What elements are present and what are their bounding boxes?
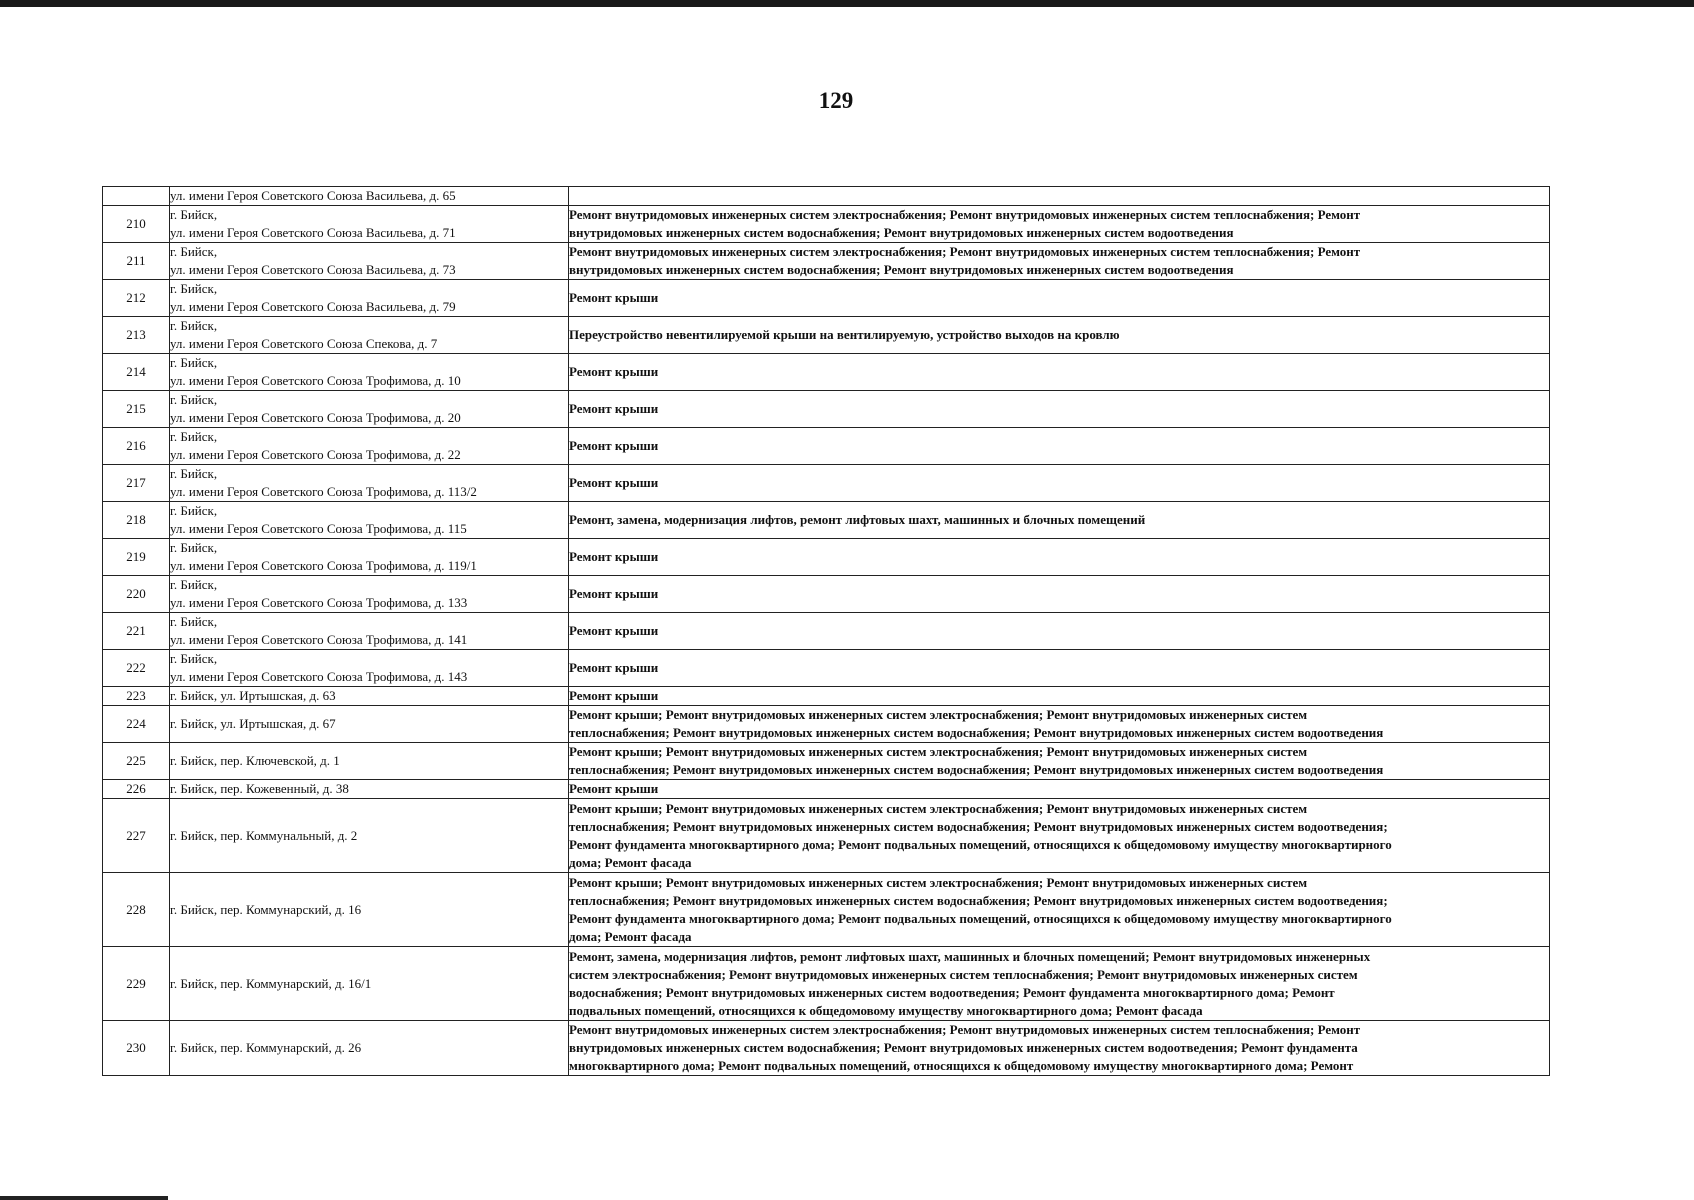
works-cell [569,206,1550,243]
works-cell [569,1021,1550,1076]
works-line: многоквартирного дома; Ремонт подвальных помещений, относящихся к общедомовому имуществу многоквартирного дома; Ремонт [569,1058,1354,1073]
address-line: г. Бийск, [170,281,218,296]
works-line: систем электроснабжения; Ремонт внутридомовых инженерных систем теплоснабжения; Ремонт внутридомовых инженерных систем [569,966,1358,982]
address-cell [170,780,569,799]
address-cell [170,650,569,687]
works-cell [569,576,1550,613]
works-line: внутридомовых инженерных систем водоснабжения; Ремонт внутридомовых инженерных систем водоотведения; Ремонт фундамента [569,1040,1358,1055]
address-cell [170,280,569,317]
table-row [103,243,1550,280]
works-line: Ремонт крыши [569,438,659,453]
works-cell [569,465,1550,502]
address-line: г. Бийск, пер. Коммунарский, д. 26 [170,1040,362,1055]
address-line: г. Бийск, [170,355,218,370]
address-line: г. Бийск, ул. Иртышская, д. 63 [170,688,336,703]
works-line: Ремонт крыши [569,688,659,703]
address-cell [170,613,569,650]
works-cell [569,799,1550,873]
works-cell [569,613,1550,650]
works-cell [569,354,1550,391]
works-cell [569,743,1550,780]
works-line: дома; Ремонт фасада [569,928,692,944]
address-cell [170,391,569,428]
table-row [103,947,1550,1021]
address-line: г. Бийск, пер. Коммунарский, д. 16/1 [170,975,372,991]
table-row [103,391,1550,428]
bottom-scan-mark [0,1196,168,1200]
table-row [103,280,1550,317]
table-row [103,576,1550,613]
row-number: 216 [103,428,170,465]
works-line: теплоснабжения; Ремонт внутридомовых инженерных систем водоснабжения; Ремонт внутридомовых инженерных систем водоотведения; [569,892,1388,908]
works-line: Ремонт фундамента многоквартирного дома; Ремонт подвальных помещений, относящихся к общедомовому имуществу многоквартирного [569,910,1392,926]
address-cell [170,502,569,539]
table-row [103,206,1550,243]
table-row [103,706,1550,743]
address-cell [170,317,569,354]
works-cell [569,391,1550,428]
row-number: 217 [103,465,170,502]
address-line: г. Бийск, [170,244,218,259]
works-line: Ремонт крыши; Ремонт внутридомовых инженерных систем электроснабжения; Ремонт внутридомовых инженерных систем [569,707,1308,722]
works-line: подвальных помещений, относящихся к общедомовому имуществу многоквартирного дома; Ремонт фасада [569,1002,1203,1018]
row-number: 210 [103,206,170,243]
row-number: 218 [103,502,170,539]
works-line: Ремонт крыши [569,781,659,796]
address-line: ул. имени Героя Советского Союза Трофимова, д. 113/2 [170,484,477,499]
table-row [103,187,1550,206]
row-number: 212 [103,280,170,317]
works-cell [569,947,1550,1021]
address-line: ул. имени Героя Советского Союза Васильева, д. 71 [170,225,456,240]
works-line: Ремонт крыши [569,290,659,305]
row-number: 219 [103,539,170,576]
row-number: 214 [103,354,170,391]
works-line: Ремонт крыши [569,660,659,675]
address-cell [170,873,569,947]
address-line: ул. имени Героя Советского Союза Трофимова, д. 20 [170,410,461,425]
row-number: 229 [103,947,170,1021]
works-cell [569,780,1550,799]
row-number: 227 [103,799,170,873]
table-row [103,317,1550,354]
works-cell [569,873,1550,947]
address-line: ул. имени Героя Советского Союза Трофимова, д. 115 [170,521,467,536]
row-number: 211 [103,243,170,280]
top-border-bar [0,0,1694,7]
table-row [103,465,1550,502]
address-line: ул. имени Героя Советского Союза Трофимова, д. 119/1 [170,558,477,573]
works-cell [569,187,1550,206]
works-cell [569,502,1550,539]
table-row [103,354,1550,391]
works-cell [569,280,1550,317]
address-line: г. Бийск, [170,466,218,481]
row-number: 228 [103,873,170,947]
works-line: внутридомовых инженерных систем водоснабжения; Ремонт внутридомовых инженерных систем водоотведения [569,225,1234,240]
works-line: Ремонт внутридомовых инженерных систем электроснабжения; Ремонт внутридомовых инженерных систем теплоснабжения; Ремонт [569,244,1361,259]
table-row [103,613,1550,650]
table-row [103,502,1550,539]
works-line: водоснабжения; Ремонт внутридомовых инженерных систем водоотведения; Ремонт фундамента многоквартирного дома; Ремонт [569,984,1335,1000]
row-number: 221 [103,613,170,650]
address-cell [170,243,569,280]
address-line: г. Бийск, [170,429,218,444]
works-cell [569,687,1550,706]
row-number: 224 [103,706,170,743]
works-cell [569,706,1550,743]
address-line: г. Бийск, пер. Кожевенный, д. 38 [170,781,349,796]
address-line: ул. имени Героя Советского Союза Васильева, д. 79 [170,299,456,314]
address-cell [170,706,569,743]
address-cell [170,539,569,576]
works-line: Ремонт крыши; Ремонт внутридомовых инженерных систем электроснабжения; Ремонт внутридомовых инженерных систем [569,874,1308,890]
table-row [103,743,1550,780]
row-number: 226 [103,780,170,799]
address-line: г. Бийск, пер. Коммунальный, д. 2 [170,827,358,843]
address-line: ул. имени Героя Советского Союза Васильева, д. 65 [170,188,456,203]
works-line: Переустройство невентилируемой крыши на вентилируемую, устройство выходов на кровлю [569,327,1120,342]
works-cell [569,539,1550,576]
page-number: 129 [818,88,854,113]
row-number: 222 [103,650,170,687]
works-line: Ремонт внутридомовых инженерных систем электроснабжения; Ремонт внутридомовых инженерных систем теплоснабжения; Ремонт [569,1022,1361,1037]
address-line: г. Бийск, [170,577,218,592]
works-line: Ремонт крыши [569,364,659,379]
works-line: Ремонт крыши [569,549,659,564]
address-line: ул. имени Героя Советского Союза Васильева, д. 73 [170,262,456,277]
address-line: г. Бийск, [170,540,218,555]
works-line: Ремонт крыши [569,475,659,490]
works-cell [569,650,1550,687]
address-cell [170,1021,569,1076]
table-row [103,1021,1550,1076]
table-row [103,428,1550,465]
works-cell [569,428,1550,465]
table-row [103,873,1550,947]
works-line: теплоснабжения; Ремонт внутридомовых инженерных систем водоснабжения; Ремонт внутридомовых инженерных систем водоотведения; [569,818,1388,834]
address-line: г. Бийск, ул. Иртышская, д. 67 [170,716,336,731]
works-line: Ремонт, замена, модернизация лифтов, ремонт лифтовых шахт, машинных и блочных помещений; Ремонт внутридомовых инженерных [569,948,1371,964]
works-line: Ремонт, замена, модернизация лифтов, ремонт лифтовых шахт, машинных и блочных помещений [569,512,1146,527]
address-line: ул. имени Героя Советского Союза Трофимова, д. 143 [170,669,468,684]
address-cell [170,428,569,465]
address-line: г. Бийск, [170,318,218,333]
address-cell [170,354,569,391]
row-number: 230 [103,1021,170,1076]
address-cell [170,799,569,873]
works-line: Ремонт крыши [569,401,659,416]
table-body [103,187,1550,1076]
table-row [103,780,1550,799]
table-row [103,539,1550,576]
row-number: 213 [103,317,170,354]
row-number: 220 [103,576,170,613]
works-cell [569,243,1550,280]
address-line: г. Бийск, [170,503,218,518]
table-row [103,650,1550,687]
address-cell [170,465,569,502]
address-line: г. Бийск, [170,207,218,222]
works-line: дома; Ремонт фасада [569,854,692,870]
address-line: г. Бийск, [170,614,218,629]
address-cell [170,687,569,706]
address-cell [170,947,569,1021]
works-line: Ремонт внутридомовых инженерных систем электроснабжения; Ремонт внутридомовых инженерных систем теплоснабжения; Ремонт [569,207,1361,222]
address-line: ул. имени Героя Советского Союза Трофимова, д. 133 [170,595,468,610]
address-line: г. Бийск, [170,651,218,666]
works-line: Ремонт крыши [569,586,659,601]
row-number: 215 [103,391,170,428]
row-number: 223 [103,687,170,706]
row-number: 225 [103,743,170,780]
works-line: Ремонт фундамента многоквартирного дома; Ремонт подвальных помещений, относящихся к общедомовому имуществу многоквартирного [569,836,1392,852]
works-line: Ремонт крыши; Ремонт внутридомовых инженерных систем электроснабжения; Ремонт внутридомовых инженерных систем [569,744,1308,759]
address-cell [170,206,569,243]
table-row [103,687,1550,706]
repair-works-table [102,186,1550,1076]
address-line: ул. имени Героя Советского Союза Трофимова, д. 141 [170,632,468,647]
works-line: теплоснабжения; Ремонт внутридомовых инженерных систем водоснабжения; Ремонт внутридомовых инженерных систем водоотведения [569,725,1384,740]
address-line: г. Бийск, [170,392,218,407]
works-line: внутридомовых инженерных систем водоснабжения; Ремонт внутридомовых инженерных систем водоотведения [569,262,1234,277]
works-line: Ремонт крыши [569,623,659,638]
address-line: г. Бийск, пер. Коммунарский, д. 16 [170,901,362,917]
address-line: ул. имени Героя Советского Союза Трофимова, д. 22 [170,447,461,462]
address-line: ул. имени Героя Советского Союза Спекова, д. 7 [170,336,438,351]
table-row [103,799,1550,873]
address-line: г. Бийск, пер. Ключевской, д. 1 [170,753,340,768]
address-cell [170,743,569,780]
works-line: Ремонт крыши; Ремонт внутридомовых инженерных систем электроснабжения; Ремонт внутридомовых инженерных систем [569,800,1308,816]
address-line: ул. имени Героя Советского Союза Трофимова, д. 10 [170,373,461,388]
address-cell [170,187,569,206]
works-cell [569,317,1550,354]
row-number [103,187,170,206]
works-line: теплоснабжения; Ремонт внутридомовых инженерных систем водоснабжения; Ремонт внутридомовых инженерных систем водоотведения [569,762,1384,777]
address-cell [170,576,569,613]
